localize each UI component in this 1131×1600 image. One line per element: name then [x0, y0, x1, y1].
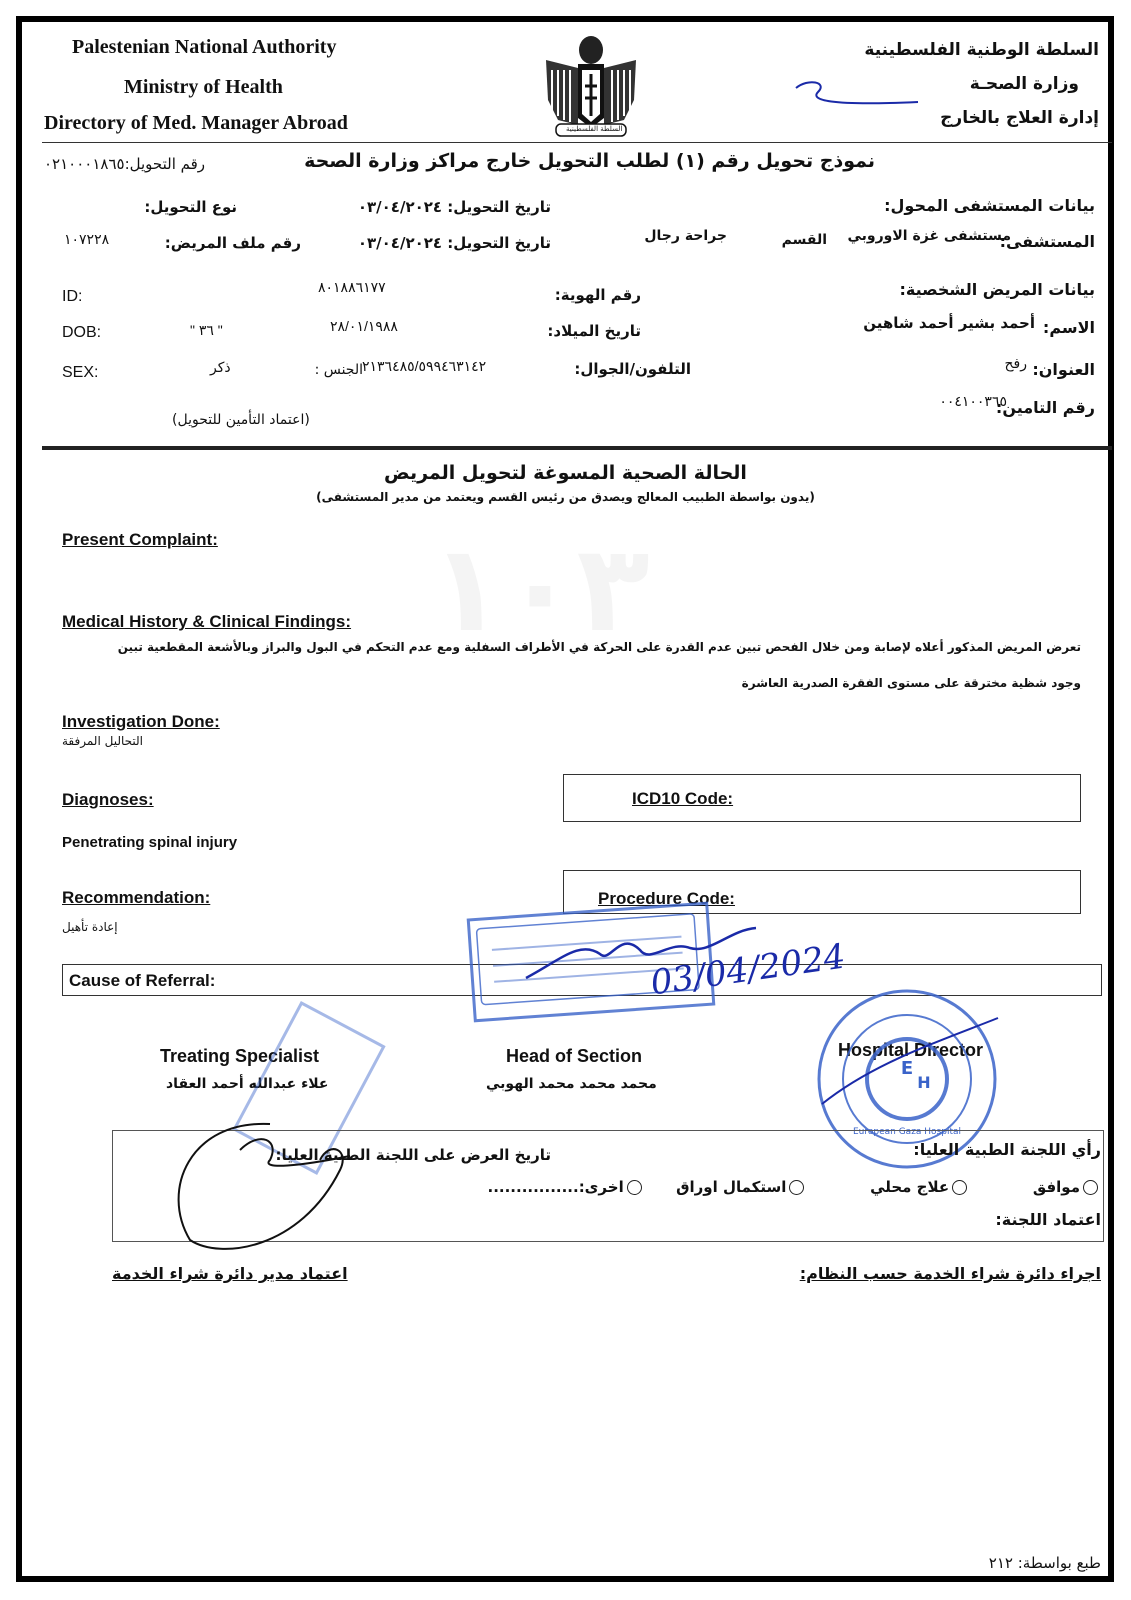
medical-heading: الحالة الصحية المسوغة لتحويل المريض — [384, 462, 747, 484]
present-complaint-label: Present Complaint: — [62, 530, 218, 549]
id-label-ar: رقم الهوية: — [554, 286, 641, 304]
option-docs-radio[interactable] — [789, 1180, 804, 1195]
header-divider — [42, 142, 1112, 143]
hospital-director-title: Hospital Director — [838, 1040, 984, 1060]
committee-options — [488, 1178, 1101, 1196]
history-label: Medical History & Clinical Findings: — [62, 612, 352, 631]
option-docs-label: استكمال اوراق — [676, 1178, 787, 1196]
diagnoses-label: Diagnoses: — [62, 790, 154, 809]
treating-specialist-name: علاء عبدالله أحمد العقاد — [166, 1076, 329, 1092]
header-ar-line1: السلطة الوطنية الفلسطينية — [864, 40, 1099, 60]
id-label-en: ID: — [62, 288, 83, 305]
option-local-radio[interactable] — [952, 1180, 967, 1195]
svg-text:E: E — [900, 1058, 914, 1079]
referral-type-label: نوع التحويل: — [144, 198, 237, 216]
header-en-line1: Palestenian National Authority — [72, 36, 337, 58]
referral-date-2 — [358, 234, 551, 252]
referral-date-value-1: ٠٣/٠٤/٢٠٢٤ — [357, 198, 443, 216]
cause-label: Cause of Referral: — [69, 971, 216, 990]
hospital-label: المستشفى: — [999, 232, 1095, 251]
referral-date-value-2: ٠٣/٠٤/٢٠٢٤ — [357, 234, 443, 252]
age-value: " ٣٦ " — [190, 322, 223, 338]
history-line1: تعرض المريض المذكور أعلاه لإصابة ومن خلال الفحص تبين عدم القدرة على الحركة في الأطراف السفلية ومع عدم التحكم في البول والبراز وبالأشعة المقطعية تبين — [117, 640, 1081, 654]
dob-label-en: DOB: — [62, 324, 102, 341]
committee-display-date-label: تاريخ العرض على اللجنة الطبية العليا: — [275, 1146, 551, 1164]
printed-by: طبع بواسطة: ٢١٢ — [988, 1554, 1101, 1572]
department-value: جراحة رجال — [644, 228, 727, 244]
stamp-text: European Gaza Hospital — [852, 1127, 962, 1137]
referral-no-value: ٠٢١٠٠٠١٨٦٥ — [44, 155, 125, 173]
referral-date-label-1: تاريخ التحويل: — [447, 198, 551, 216]
referral-date-label-2: تاريخ التحويل: — [447, 234, 551, 252]
header-ar-line2: وزارة الصحـة — [969, 74, 1079, 94]
file-no-value: ١٠٧٢٢٨ — [64, 232, 110, 248]
file-no-label: رقم ملف المريض: — [164, 234, 301, 252]
name-value: أحمد بشير أحمد شاهين — [863, 314, 1035, 332]
insurance-value: ٠٠٤١٠٠٣٦٥ — [939, 394, 1007, 410]
investigation-label: Investigation Done: — [62, 712, 220, 731]
committee-approval-label: اعتماد اللجنة: — [995, 1210, 1101, 1229]
phone-value: ٢١٣٦٤٨٥/٥٩٩٤٦٣١٤٢ — [362, 358, 487, 374]
department-label: القسم — [781, 232, 827, 248]
dob-label-ar: تاريخ الميلاد: — [547, 322, 641, 340]
option-other-radio[interactable] — [627, 1180, 642, 1195]
svg-text:H: H — [917, 1073, 931, 1092]
handwritten-date: 03/04/2024 — [648, 936, 848, 1004]
dob-value: ٢٨/٠١/١٩٨٨ — [330, 318, 398, 334]
handwritten-mark — [788, 76, 928, 117]
medical-subheading: (يدون بواسطة الطبيب المعالج ويصدق من رئيس القسم ويعتمد من مدير المستشفى) — [316, 490, 815, 504]
committee-opinion-label: رأي اللجنة الطبية العليا: — [913, 1140, 1101, 1159]
option-other-label: اخرى:................ — [487, 1178, 624, 1196]
procurement-label: اجراء دائرة شراء الخدمة حسب النظام: — [799, 1264, 1101, 1283]
option-approve-radio[interactable] — [1083, 1180, 1098, 1195]
head-of-section-name: محمد محمد محمد الهوبي — [486, 1076, 657, 1092]
option-approve-label: موافق — [1032, 1178, 1080, 1196]
name-label: الاسم: — [1042, 318, 1095, 337]
address-value: رفح — [1004, 356, 1027, 372]
form-title: نموذج تحويل رقم (١) لطلب التحويل خارج مراكز وزارة الصحة — [304, 150, 875, 172]
id-value: ٨٠١٨٨٦١٧٧ — [318, 280, 386, 296]
head-of-section-title: Head of Section — [506, 1046, 643, 1066]
phone-label: التلفون/الجوال: — [574, 360, 691, 378]
insurance-approval: (اعتماد التأمين للتحويل) — [172, 412, 310, 428]
history-line2: وجود شظية مخترقة على مستوى الفقرة الصدرية العاشرة — [741, 676, 1081, 690]
investigation-value: التحاليل المرفقة — [62, 734, 143, 748]
eagle-emblem-icon — [538, 30, 644, 140]
emblem-caption: السلطة الفلسطينية — [566, 125, 623, 133]
recommendation-value: إعادة تأهيل — [62, 920, 118, 934]
committee-signature-scribble — [150, 1110, 380, 1265]
procedure-label: Procedure Code: — [598, 889, 735, 908]
referral-number — [44, 155, 205, 173]
header-ar-line3: إدارة العلاج بالخارج — [940, 108, 1099, 128]
sex-label-ar: الجنس : — [314, 362, 363, 378]
recommendation-label: Recommendation: — [62, 888, 211, 907]
referral-date-1 — [358, 198, 551, 216]
header-en-line2: Ministry of Health — [124, 76, 283, 98]
section-divider — [42, 446, 1112, 450]
background-watermark — [430, 520, 650, 659]
diagnoses-value: Penetrating spinal injury — [62, 834, 238, 851]
insurance-label: رقم التامين: — [995, 398, 1095, 417]
sex-label-en: SEX: — [62, 364, 99, 381]
option-local-label: علاج محلي — [870, 1178, 950, 1196]
header-en-line3: Directory of Med. Manager Abroad — [44, 112, 348, 134]
referring-hospital-label: بيانات المستشفى المحول: — [884, 196, 1095, 215]
hospital-value: مستشفى غزة الاوروبي — [847, 228, 1011, 244]
treating-specialist-title: Treating Specialist — [160, 1046, 320, 1066]
procurement-director-label: اعتماد مدير دائرة شراء الخدمة — [112, 1264, 348, 1283]
address-label: العنوان: — [1032, 360, 1095, 379]
icd-label: ICD10 Code: — [632, 789, 734, 808]
referral-no-label: رقم التحويل: — [124, 155, 206, 173]
personal-data-label: بيانات المريض الشخصية: — [899, 280, 1095, 299]
sex-value: ذكر — [210, 360, 231, 376]
icd-code-box — [563, 774, 1081, 822]
